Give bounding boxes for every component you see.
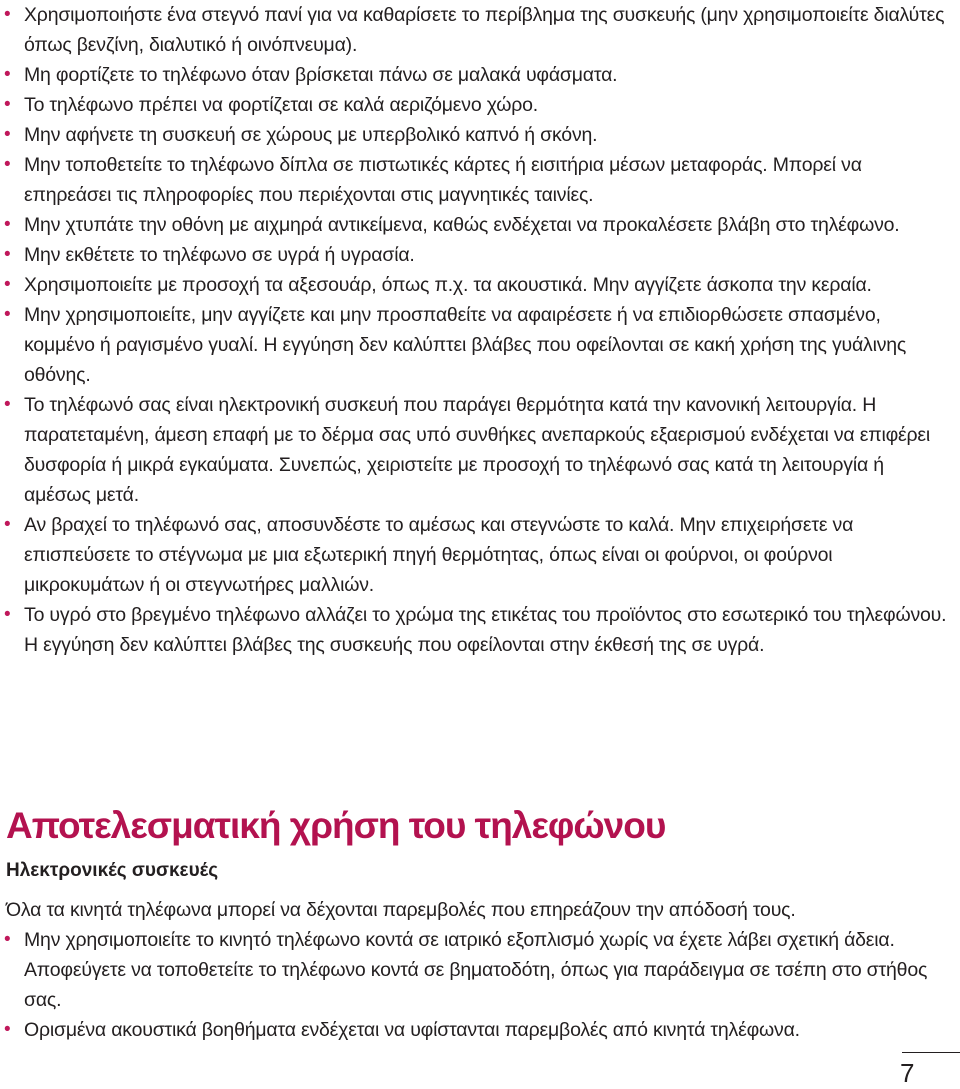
list-item (4, 300, 954, 390)
list-item-text: Μη φορτίζετε το τηλέφωνο όταν βρίσκεται πάνω σε μαλακά υφάσματα. (24, 64, 618, 86)
list-item-text: Το τηλέφωνό σας είναι ηλεκτρονική συσκευή που παράγει θερμότητα κατά την κανονική λειτουργία. Η παρατεταμένη, άμεση επαφή με το δέρμα σας υπό συνθήκες ανεπαρκούς εξαερισμού ενδέχεται να επιφέρει δυσφορία ή μικρά εγκαύματα. Συνεπώς, χειριστείτε με προσοχή το τηλέφωνό σας κατά τη λειτουργία ή αμέσως μετά. (24, 394, 931, 506)
list-item-text: Μην χρησιμοποιείτε το κινητό τηλέφωνο κοντά σε ιατρικό εξοπλισμό χωρίς να έχετε λάβει σχετική άδεια. Αποφεύγετε να τοποθετείτε το τηλέφωνο κοντά σε βηματοδότη, όπως για παράδειγμα σε τσέπη στο στήθος σας. (24, 929, 928, 1011)
bullet-icon: • (4, 4, 11, 25)
list-item-text: Το υγρό στο βρεγμένο τηλέφωνο αλλάζει το χρώμα της ετικέτας του προϊόντος στο εσωτερικό του τηλεφώνου. Η εγγύηση δεν καλύπτει βλάβες της συσκευής που οφείλονται στην έκθεσή της σε υγρά. (24, 604, 947, 656)
list-item (4, 510, 954, 600)
bullet-icon: • (4, 514, 11, 535)
list-item-text: Μην χτυπάτε την οθόνη με αιχμηρά αντικείμενα, καθώς ενδέχεται να προκαλέσετε βλάβη στο τηλέφωνο. (24, 214, 900, 236)
list-item-text: Χρησιμοποιήστε ένα στεγνό πανί για να καθαρίσετε το περίβλημα της συσκευής (μην χρησιμοποιείτε διαλύτες όπως βενζίνη, διαλυτικό ή οινόπνευμα). (24, 4, 945, 56)
list-item-text: Χρησιμοποιείτε με προσοχή τα αξεσουάρ, όπως π.χ. τα ακουστικά. Μην αγγίζετε άσκοπα την κεραία. (24, 274, 872, 296)
bullet-icon: • (4, 1019, 11, 1040)
intro-paragraph: Όλα τα κινητά τηλέφωνα μπορεί να δέχονται παρεμβολές που επηρεάζουν την απόδοσή τους. (6, 899, 796, 921)
bullet-icon: • (4, 244, 11, 265)
list-item (4, 210, 954, 240)
list-item-text: Αν βραχεί το τηλέφωνό σας, αποσυνδέστε το αμέσως και στεγνώστε το καλά. Μην επιχειρήσετε να επισπεύσετε το στέγνωμα με μια εξωτερική πηγή θερμότητας, όπως είναι οι φούρνοι, οι φούρνοι μικροκυμάτων ή οι στεγνωτήρες μαλλιών. (24, 514, 854, 596)
list-item (4, 390, 954, 510)
electronics-bullet-list (4, 925, 954, 1045)
list-item (4, 925, 954, 1015)
bullet-icon: • (4, 274, 11, 295)
list-item (4, 120, 954, 150)
page-number: 7 (900, 1058, 915, 1088)
bullet-icon: • (4, 154, 11, 175)
list-item-text: Το τηλέφωνο πρέπει να φορτίζεται σε καλά αεριζόμενο χώρο. (24, 94, 539, 116)
bullet-icon: • (4, 394, 11, 415)
list-item (4, 0, 954, 60)
list-item (4, 1015, 954, 1045)
list-item-text: Μην αφήνετε τη συσκευή σε χώρους με υπερβολικό καπνό ή σκόνη. (24, 124, 598, 146)
bullet-icon: • (4, 64, 11, 85)
list-item (4, 600, 954, 660)
bullet-icon: • (4, 214, 11, 235)
bullet-icon: • (4, 604, 11, 625)
list-item-text: Μην τοποθετείτε το τηλέφωνο δίπλα σε πιστωτικές κάρτες ή εισιτήρια μέσων μεταφοράς. Μπορεί να επηρεάσει τις πληροφορίες που περιέχονται στις μαγνητικές ταινίες. (24, 154, 862, 206)
list-item (4, 270, 954, 300)
bullet-icon: • (4, 304, 11, 325)
section-subtitle: Ηλεκτρονικές συσκευές (6, 860, 219, 881)
list-item (4, 90, 954, 120)
section-title: Αποτελεσματική χρήση του τηλεφώνου (6, 805, 666, 846)
list-item (4, 150, 954, 210)
list-item-text: Ορισμένα ακουστικά βοηθήματα ενδέχεται να υφίστανται παρεμβολές από κινητά τηλέφωνα. (24, 1019, 800, 1041)
bullet-icon: • (4, 124, 11, 145)
bullet-icon: • (4, 94, 11, 115)
list-item (4, 60, 954, 90)
safety-bullet-list (4, 0, 954, 660)
list-item (4, 240, 954, 270)
page-number-rule (902, 1052, 960, 1053)
list-item-text: Μην χρησιμοποιείτε, μην αγγίζετε και μην προσπαθείτε να αφαιρέσετε ή να επιδιορθώσετε σπασμένο, κομμένο ή ραγισμένο γυαλί. Η εγγύηση δεν καλύπτει βλάβες που οφείλονται σε κακή χρήση της γυάλινης οθόνης. (24, 304, 907, 386)
list-item-text: Μην εκθέτετε το τηλέφωνο σε υγρά ή υγρασία. (24, 244, 415, 266)
bullet-icon: • (4, 929, 11, 950)
